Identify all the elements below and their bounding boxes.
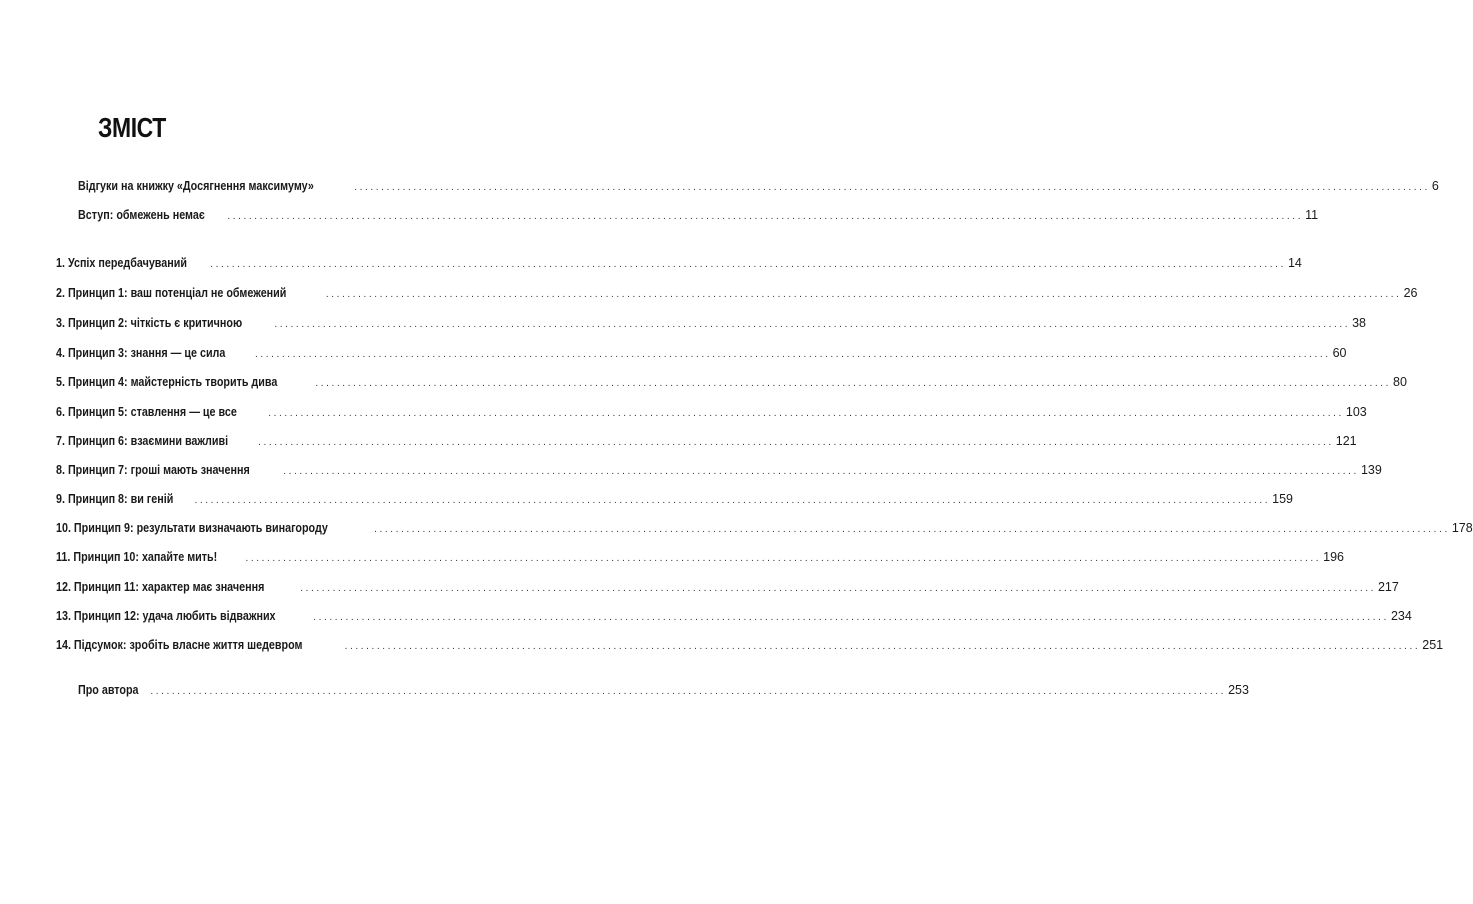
toc-page-number: 11	[1305, 208, 1319, 222]
toc-entry-title: 8. Принцип 7: гроші мають значення	[56, 463, 250, 477]
toc-entry-chapter-7[interactable]	[56, 433, 1357, 451]
toc-page-number: 60	[1332, 346, 1347, 360]
toc-entry-chapter-5[interactable]	[56, 374, 1407, 392]
toc-entry-chapter-6[interactable]	[56, 404, 1367, 422]
toc-page-number: 234	[1390, 609, 1412, 623]
toc-entry-title: 6. Принцип 5: ставлення — це все	[56, 405, 237, 419]
toc-entry-chapter-2[interactable]	[56, 285, 1418, 303]
toc-entry-reviews[interactable]	[78, 178, 1439, 196]
toc-entry-title: Відгуки на книжку «Досягнення максимуму»	[78, 179, 314, 193]
toc-entry-chapter-8[interactable]	[56, 462, 1382, 480]
toc-entry-title: 13. Принцип 12: удача любить відважних	[56, 609, 276, 623]
toc-entry-chapter-1[interactable]	[56, 255, 1302, 273]
toc-entry-title: 1. Успіх передбачуваний	[56, 256, 187, 270]
toc-page-number: 38	[1352, 316, 1366, 330]
toc-entry-title: 7. Принцип 6: взаємини важливі	[56, 434, 229, 448]
toc-page-number: 139	[1360, 463, 1382, 477]
dot-leader: ........................................................................................................................................................................................................	[374, 524, 1450, 535]
toc-entry-title: 5. Принцип 4: майстерність творить дива	[56, 375, 278, 389]
toc-entry-chapter-13[interactable]	[56, 608, 1412, 626]
toc-entry-title: 9. Принцип 8: ви геній	[56, 492, 174, 506]
toc-entry-chapter-14[interactable]	[56, 637, 1444, 655]
toc-page-number: 103	[1345, 405, 1367, 419]
toc-entry-chapter-10[interactable]	[56, 520, 1473, 538]
toc-page-number: 178	[1451, 521, 1473, 535]
toc-entry-title: 10. Принцип 9: результати визначають винагороду	[56, 521, 328, 535]
toc-page-number: 14	[1287, 256, 1302, 270]
toc-entry-introduction[interactable]	[78, 207, 1319, 225]
dot-leader: ........................................................................................................................................................................................................	[227, 211, 1304, 222]
toc-entry-chapter-11[interactable]	[56, 549, 1345, 567]
toc-page-number: 121	[1335, 434, 1357, 448]
toc-entry-chapter-9[interactable]	[56, 491, 1293, 509]
dot-leader: ........................................................................................................................................................................................................	[254, 349, 1331, 360]
toc-entry-title: 4. Принцип 3: знання — це сила	[56, 346, 226, 360]
toc-entry-about-author[interactable]	[78, 682, 1249, 700]
dot-leader: ........................................................................................................................................................................................................	[283, 466, 1359, 477]
toc-entry-title: 12. Принцип 11: характер має значення	[56, 580, 265, 594]
toc-entry-chapter-12[interactable]	[56, 579, 1399, 597]
dot-leader: ........................................................................................................................................................................................................	[268, 408, 1344, 419]
toc-entry-title: 2. Принцип 1: ваш потенціал не обмежений	[56, 286, 287, 300]
page-title: ЗМІСТ	[98, 112, 166, 143]
toc-entry-title: 11. Принцип 10: хапайте мить!	[56, 550, 218, 564]
toc-page-number: 251	[1422, 638, 1444, 652]
dot-leader: ........................................................................................................................................................................................................	[315, 378, 1392, 389]
dot-leader: ........................................................................................................................................................................................................	[274, 319, 1351, 330]
dot-leader: ........................................................................................................................................................................................................	[325, 289, 1402, 300]
toc-entry-title: 14. Підсумок: зробіть власне життя шедевром	[56, 638, 303, 652]
toc-page-number: 217	[1377, 580, 1399, 594]
toc-entry-title: Про автора	[78, 683, 139, 697]
dot-leader: ........................................................................................................................................................................................................	[210, 259, 1286, 270]
dot-leader: ........................................................................................................................................................................................................	[258, 437, 1334, 448]
dot-leader: ........................................................................................................................................................................................................	[150, 686, 1227, 697]
toc-entry-chapter-3[interactable]	[56, 315, 1366, 333]
toc-entry-title: Вступ: обмежень немає	[78, 208, 205, 222]
dot-leader: ........................................................................................................................................................................................................	[344, 641, 1421, 652]
dot-leader: ........................................................................................................................................................................................................	[313, 612, 1389, 623]
toc-entry-title: 3. Принцип 2: чіткість є критичною	[56, 316, 243, 330]
toc-page-number: 159	[1272, 492, 1293, 506]
dot-leader: ........................................................................................................................................................................................................	[245, 553, 1322, 564]
toc-entry-chapter-4[interactable]	[56, 345, 1347, 363]
toc-page-number: 26	[1403, 286, 1418, 300]
toc-page-number: 80	[1393, 375, 1407, 389]
dot-leader: ........................................................................................................................................................................................................	[354, 182, 1430, 193]
dot-leader: ........................................................................................................................................................................................................	[300, 583, 1376, 594]
dot-leader: ........................................................................................................................................................................................................	[194, 495, 1271, 506]
toc-page-number: 6	[1431, 179, 1439, 193]
toc-page-number: 196	[1323, 550, 1345, 564]
toc-page-number: 253	[1228, 683, 1249, 697]
